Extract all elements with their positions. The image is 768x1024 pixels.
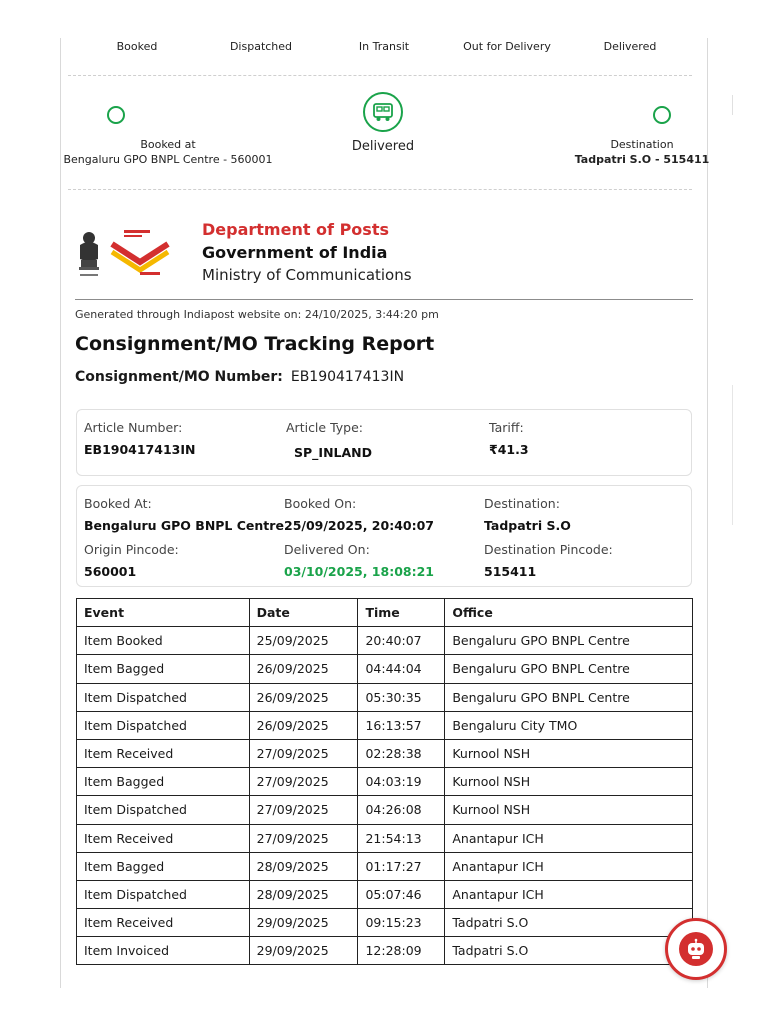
article-number-value: EB190417413IN [84,442,196,457]
destination-label: Destination [610,138,674,151]
department-name: Department of Posts [202,220,389,239]
article-type-value: SP_INLAND [294,445,373,460]
table-row [77,909,693,937]
chatbot-icon [679,932,713,966]
cell-event: Item Invoiced [77,937,250,965]
cell-office: Bengaluru GPO BNPL Centre [445,627,693,655]
delivered-on-label: Delivered On: [284,542,370,557]
tracking-stages [68,40,700,56]
booked-at-office: Bengaluru GPO BNPL Centre - 560001 [63,153,273,166]
header-time: Time [358,599,445,627]
article-type-label: Article Type: [286,420,363,435]
stage-in-transit: In Transit [358,40,410,53]
destination-pincode-value: 515411 [484,564,537,579]
scroll-edge [732,385,733,525]
header-event: Event [77,599,250,627]
cell-time: 04:03:19 [358,768,445,796]
cell-date: 26/09/2025 [249,655,358,683]
cell-time: 01:17:27 [358,852,445,880]
header-rule [75,299,693,300]
cell-date: 27/09/2025 [249,739,358,767]
destination-label: Destination: [484,496,560,511]
scroll-edge [732,95,733,115]
generated-note: Generated through Indiapost website on: 24/10/2025, 3:44:20 pm [75,308,439,321]
stage-delivered: Delivered [603,40,657,53]
cell-time: 09:15:23 [358,909,445,937]
divider [68,189,692,190]
table-row [77,824,693,852]
cell-time: 21:54:13 [358,824,445,852]
cell-office: Anantapur ICH [445,880,693,908]
cell-time: 04:26:08 [358,796,445,824]
delivered-on-value: 03/10/2025, 18:08:21 [284,564,434,579]
cell-date: 27/09/2025 [249,824,358,852]
cell-time: 05:30:35 [358,683,445,711]
cell-time: 12:28:09 [358,937,445,965]
article-type-field [286,420,372,460]
cell-event: Item Bagged [77,768,250,796]
cell-date: 26/09/2025 [249,711,358,739]
cell-event: Item Dispatched [77,880,250,908]
booked-at-label: Booked At: [84,496,152,511]
cell-time: 04:44:04 [358,655,445,683]
stage-out-for-delivery: Out for Delivery [463,40,551,53]
tariff-label: Tariff: [489,420,524,435]
cell-time: 20:40:07 [358,627,445,655]
destination-value: Tadpatri S.O [484,518,571,533]
cell-event: Item Dispatched [77,683,250,711]
article-number-label: Article Number: [84,420,183,435]
delivery-truck-icon [363,92,403,132]
events-table [76,598,693,965]
cell-office: Kurnool NSH [445,739,693,767]
cell-time: 05:07:46 [358,880,445,908]
article-number-field [84,420,195,457]
cell-date: 28/09/2025 [249,852,358,880]
booking-card [76,485,692,587]
chatbot-button[interactable] [665,918,727,980]
destination-circle-icon [653,106,671,124]
booked-at-block [63,137,272,167]
table-row [77,768,693,796]
cell-office: Bengaluru GPO BNPL Centre [445,683,693,711]
stage-dispatched: Dispatched [229,40,293,53]
consignment-number: EB190417413IN [290,369,405,385]
india-post-logo-icon [110,226,170,281]
cell-event: Item Dispatched [77,796,250,824]
cell-date: 27/09/2025 [249,768,358,796]
cell-time: 02:28:38 [358,739,445,767]
tariff-field [489,420,529,457]
cell-date: 27/09/2025 [249,796,358,824]
cell-event: Item Received [77,739,250,767]
destination-field [484,496,571,533]
origin-pincode-field [84,542,179,579]
booked-on-value: 25/09/2025, 20:40:07 [284,518,434,533]
header-office: Office [445,599,693,627]
cell-office: Anantapur ICH [445,852,693,880]
table-row [77,711,693,739]
cell-event: Item Dispatched [77,711,250,739]
booked-on-field [284,496,434,533]
header-date: Date [249,599,358,627]
cell-office: Tadpatri S.O [445,909,693,937]
cell-date: 26/09/2025 [249,683,358,711]
table-row [77,852,693,880]
cell-office: Kurnool NSH [445,768,693,796]
cell-time: 16:13:57 [358,711,445,739]
cell-event: Item Received [77,824,250,852]
stage-booked: Booked [116,40,158,53]
article-card [76,409,692,476]
destination-block [575,137,710,167]
delivered-on-field [284,542,434,579]
booked-on-label: Booked On: [284,496,357,511]
table-row [77,655,693,683]
destination-pincode-field [484,542,613,579]
cell-event: Item Bagged [77,852,250,880]
table-header-row [77,599,693,627]
destination-pincode-label: Destination Pincode: [484,542,613,557]
cell-office: Bengaluru GPO BNPL Centre [445,655,693,683]
cell-office: Anantapur ICH [445,824,693,852]
cell-date: 25/09/2025 [249,627,358,655]
government-name: Government of India [202,243,388,262]
divider [68,75,692,76]
ministry-name: Ministry of Communications [202,266,412,284]
table-row [77,683,693,711]
table-row [77,739,693,767]
booked-at-label: Booked at [140,138,196,151]
cell-office: Kurnool NSH [445,796,693,824]
consignment-label: Consignment/MO Number: [75,369,283,385]
origin-circle-icon [107,106,125,124]
cell-event: Item Received [77,909,250,937]
cell-date: 28/09/2025 [249,880,358,908]
cell-event: Item Bagged [77,655,250,683]
origin-pincode-value: 560001 [84,564,137,579]
national-emblem-icon [74,229,104,281]
current-status: Delivered [351,139,415,154]
table-row [77,796,693,824]
cell-event: Item Booked [77,627,250,655]
destination-office: Tadpatri S.O - 515411 [574,153,710,166]
tariff-value: ₹41.3 [489,442,529,457]
cell-office: Bengaluru City TMO [445,711,693,739]
cell-date: 29/09/2025 [249,909,358,937]
origin-pincode-label: Origin Pincode: [84,542,179,557]
booked-at-field [84,496,284,533]
cell-date: 29/09/2025 [249,937,358,965]
report-title: Consignment/MO Tracking Report [75,333,435,355]
cell-office: Tadpatri S.O [445,937,693,965]
table-row [77,627,693,655]
consignment-row [75,369,404,385]
table-row [77,880,693,908]
booked-at-value: Bengaluru GPO BNPL Centre [84,518,284,533]
table-row [77,937,693,965]
